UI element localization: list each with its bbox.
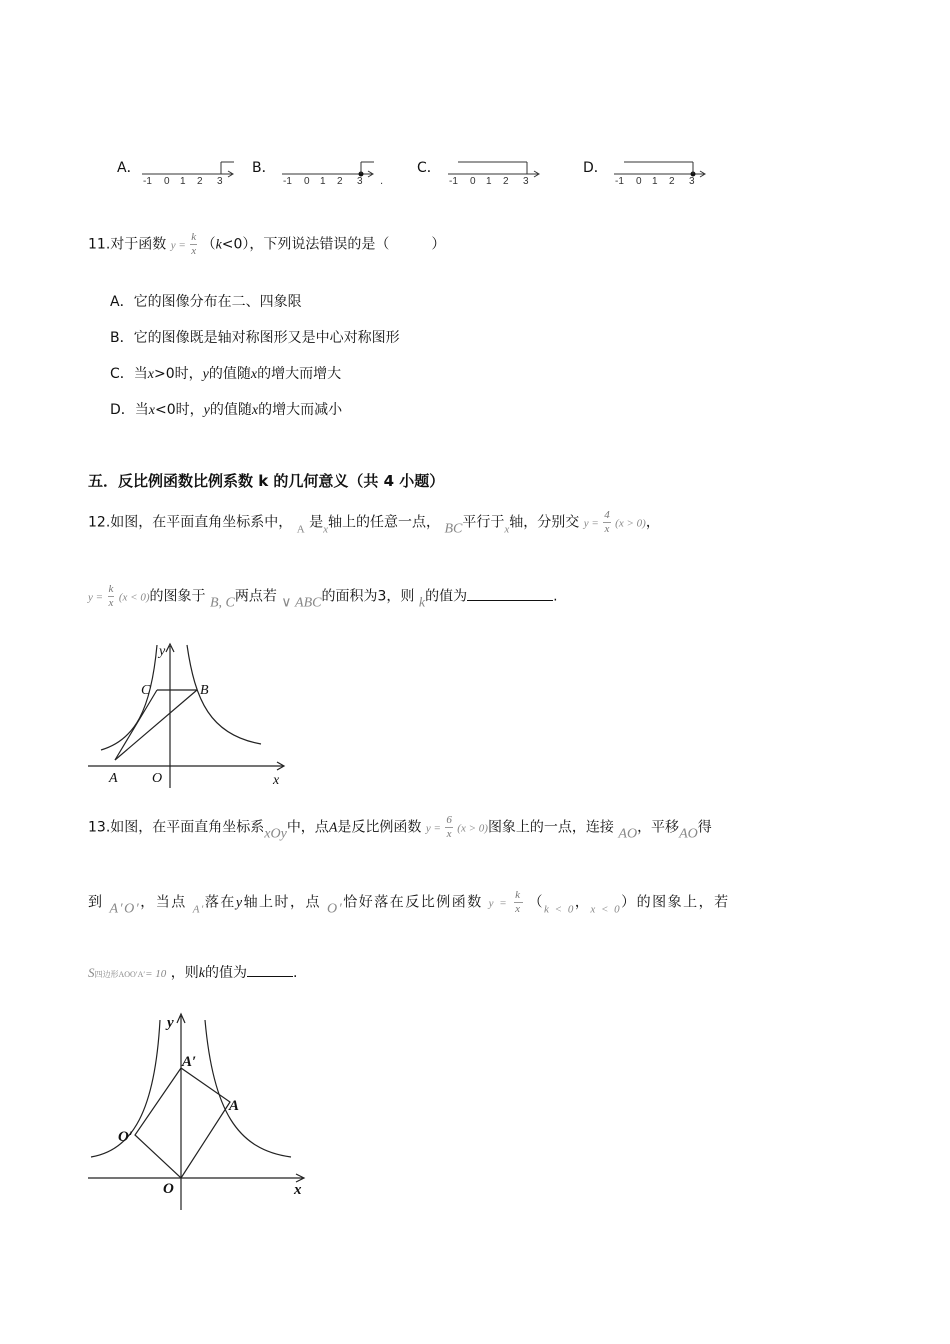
question-12-line2: y = $\frac{k}{x}$ (x < 0)的图象于 B, C两点若 ∨ ABC的面积为3，则 k的值为 .	[88, 583, 558, 611]
q11-option-a: A．它的图像分布在二、四象限	[110, 294, 302, 310]
tick-label: 3	[523, 176, 529, 187]
tick-label: 2	[337, 176, 343, 187]
answer-blank	[467, 600, 553, 601]
tick-label: 0	[304, 176, 310, 187]
question-11-stem: 11.对于函数 y = $\frac{k}{x}$ （k<0），下列说法错误的是（ ）	[88, 231, 446, 257]
fraction: $\frac{k}{x}$	[191, 231, 197, 257]
tick-label: 0	[470, 176, 476, 187]
fraction: $\frac{6}{x}$	[446, 814, 452, 840]
fig-label-O: O	[152, 771, 163, 786]
figure-q13	[85, 1010, 315, 1215]
figure-q12	[85, 640, 295, 790]
fraction: $\frac{k}{x}$	[108, 583, 114, 609]
fig-label-y: y	[159, 644, 166, 659]
fig-label-x: x	[273, 773, 280, 788]
number-line-a	[138, 156, 238, 188]
number-line-c	[444, 156, 544, 188]
option-c-label: C．	[417, 160, 441, 176]
q11-option-c: C．当x>0时，y的值随x的增大而增大	[110, 366, 342, 382]
question-13-line2: 到 A′O′，当点 $_{A'}$落在y轴上时，点 O′恰好落在反比例函数 y = $\frac{k}{x}$ （$_{k < 0}$，$_{x < 0}$）的图象上，若	[88, 889, 730, 917]
option-d-label: D．	[583, 160, 608, 176]
tick-label: 1	[486, 176, 492, 187]
tick-label: 1	[320, 176, 326, 187]
fig-label-A: A	[229, 1098, 240, 1114]
fig-label-O-prime: O′	[118, 1129, 134, 1145]
fig-label-A-prime: A′	[182, 1054, 197, 1070]
question-13-line1: 13.如图，在平面直角坐标系xOy中，点A是反比例函数 y = $\frac{6}{x}$ (x > 0)图象上的一点，连接 AO，平移AO得	[88, 814, 712, 842]
tick-label: -1	[143, 176, 152, 187]
fig-label-x: x	[294, 1182, 302, 1198]
tick-label: 3	[689, 176, 695, 187]
fraction: $\frac{k}{x}$	[515, 889, 522, 915]
tick-label: 1	[652, 176, 658, 187]
tick-label: 1	[180, 176, 186, 187]
tick-label: -1	[615, 176, 624, 187]
section-heading: 五．反比例函数比例系数 k 的几何意义（共 4 小题）	[88, 472, 445, 490]
question-13-line3: S四边形AOO′A′= 10 ，则k的值为 .	[88, 965, 298, 981]
tick-label: 3	[357, 176, 363, 187]
answer-blank	[247, 976, 293, 977]
tick-label: 3	[217, 176, 223, 187]
fig-label-y: y	[167, 1015, 174, 1031]
q11-option-d: D．当x<0时，y的值随x的增大而减小	[110, 402, 343, 418]
svg-text:.: .	[380, 176, 384, 187]
tick-label: 2	[197, 176, 203, 187]
option-b-label: B．	[252, 160, 276, 176]
tick-label: -1	[283, 176, 292, 187]
fig-label-C: C	[141, 683, 151, 698]
tick-label: 2	[503, 176, 509, 187]
fraction: $\frac{4}{x}$	[604, 509, 610, 535]
question-12-line1: 12.如图，在平面直角坐标系中， $_A$ 是$_x$轴上的任意一点， BC平行于$_x$轴，分别交 y = $\frac{4}{x}$ (x > 0)，	[88, 509, 660, 537]
tick-label: 2	[669, 176, 675, 187]
option-a-label: A．	[117, 160, 141, 176]
tick-label: 0	[636, 176, 642, 187]
fig-label-B: B	[200, 683, 209, 698]
number-line-b	[278, 156, 388, 188]
fig-label-A: A	[109, 771, 118, 786]
q11-option-b: B．它的图像既是轴对称图形又是中心对称图形	[110, 330, 400, 346]
tick-label: -1	[449, 176, 458, 187]
tick-label: 0	[164, 176, 170, 187]
fig-label-O: O	[163, 1181, 174, 1197]
number-line-d	[610, 156, 710, 188]
